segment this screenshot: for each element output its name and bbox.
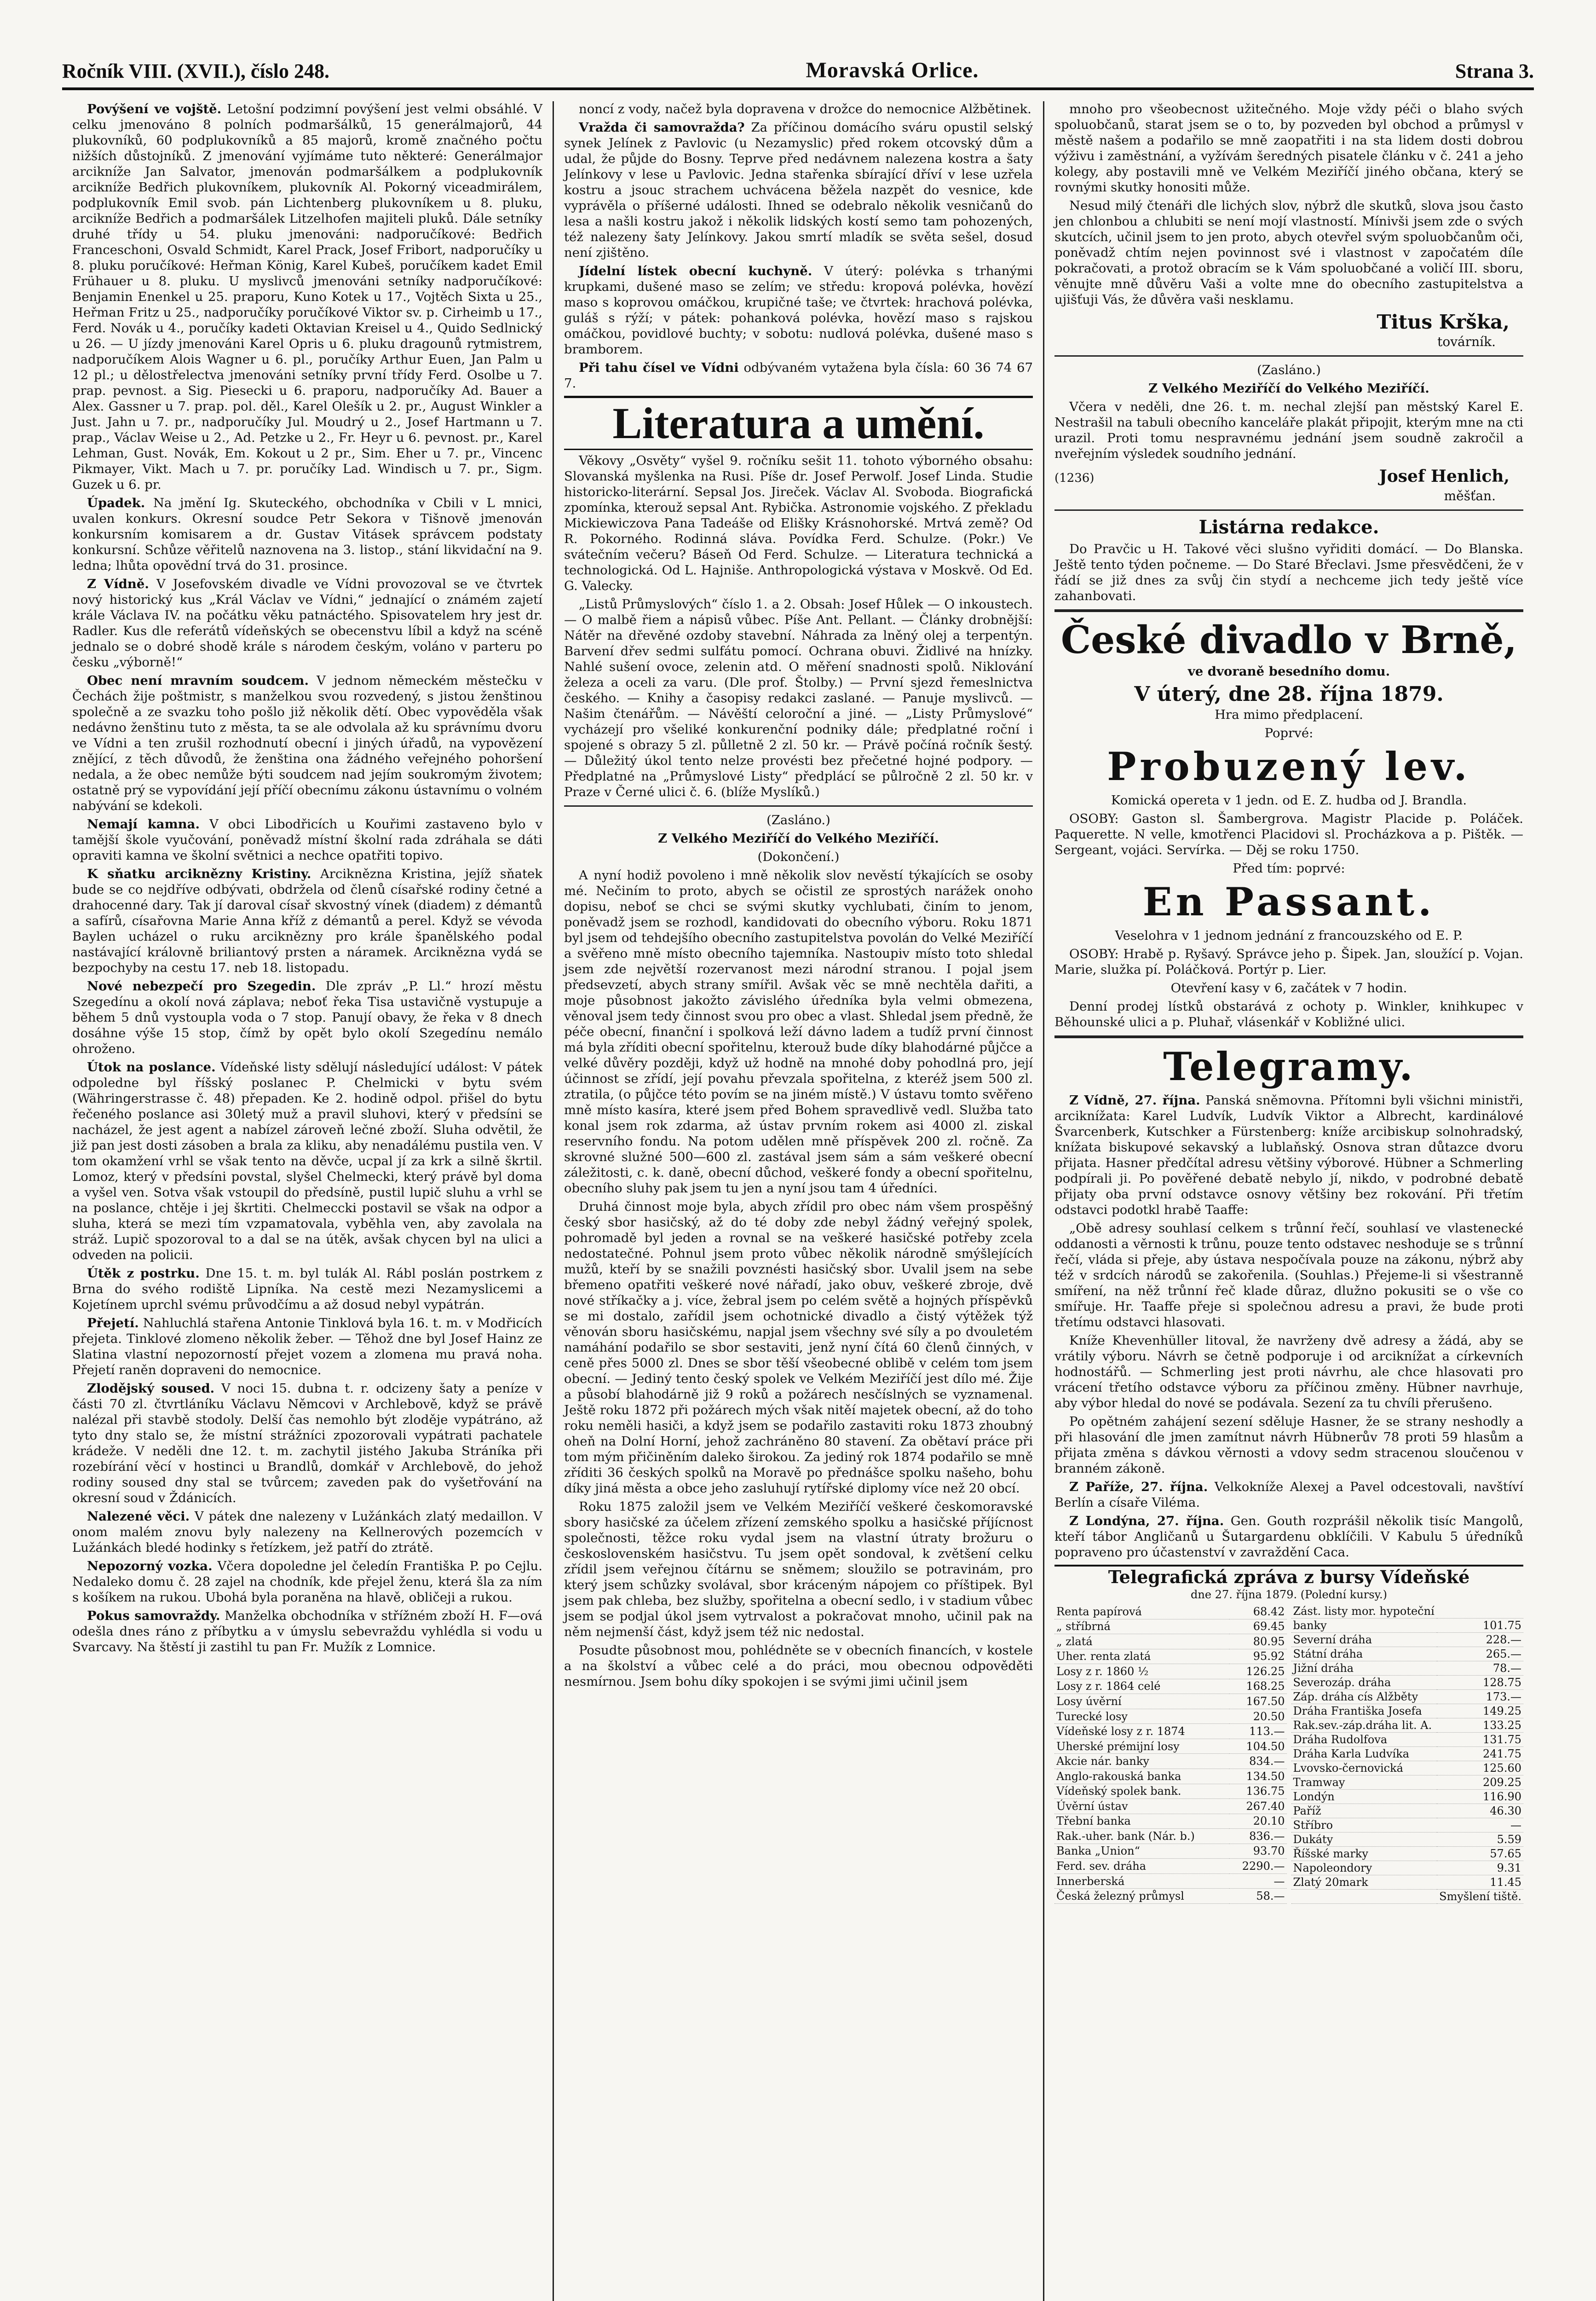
bourse-security: Zlatý 20mark — [1291, 1875, 1437, 1890]
bourse-security: Rak.-uher. bank (Nár. b.) — [1054, 1829, 1229, 1844]
bourse-price: — — [1229, 1873, 1286, 1889]
bourse-table-left — [1054, 1604, 1287, 1904]
ad-number: (1236) — [1054, 471, 1095, 485]
bourse-row — [1054, 1829, 1287, 1844]
bourse-row — [1054, 1739, 1287, 1754]
literature-section-title: Literatura a umění. — [564, 396, 1033, 450]
bourse-security: Tramway — [1291, 1775, 1437, 1790]
column-2 — [553, 101, 1043, 2301]
bourse-row — [1291, 1818, 1524, 1833]
column-3 — [1043, 101, 1533, 2301]
bourse-price — [1437, 1604, 1523, 1619]
news-item-headline: Z Paříže, 27. října. — [1069, 1480, 1208, 1494]
divider — [564, 805, 1033, 807]
bourse-security: Dukáty — [1291, 1833, 1437, 1847]
bourse-row — [1054, 1679, 1287, 1694]
bourse-security: Uher. renta zlatá — [1054, 1649, 1229, 1664]
bourse-security: Severozáp. dráha — [1291, 1676, 1437, 1690]
bourse-price: 80.95 — [1229, 1634, 1286, 1649]
news-item — [72, 816, 542, 863]
news-item — [564, 263, 1033, 357]
news-item — [72, 1381, 542, 1506]
news-item-headline: Z Vídně, 27. října. — [1069, 1093, 1200, 1108]
bourse-price: 2290.— — [1229, 1859, 1286, 1874]
bourse-security: Říšské marky — [1291, 1847, 1437, 1861]
news-item-headline: Nepozorný vozka. — [87, 1559, 213, 1573]
news-item — [72, 576, 542, 670]
article-paragraph: mnoho pro všeobecnost užitečného. Moje vždy péči o blaho svých spoluobčanů, starat jsem se o to, by pozveden byl obchod a průmysl v městě našem a podařilo se mně zaopatřiti i na sta lidem dosti dobrou výživu i zaměstnání, a vyžívám šeredných pisatele článku v č. 241 a jeho kolegy, aby postavili mně ve Velkém Meziříčí jiného občana, který se rovnými skutky honositi může. — [1054, 102, 1523, 195]
news-item — [564, 360, 1033, 391]
bourse-row — [1291, 1861, 1524, 1875]
zaslano-paragraph: Posudte působnost mou, pohlédněte se v obecních financích, v kostele a na školství a vůbec celé a do práci, mou obecnou odpověděti nesmírnou. Jsem bohu díky spokojen i se svými jimi učinil jsem — [564, 1643, 1033, 1689]
zaslano-title: Z Velkého Meziříčí do Velkého Meziříčí. — [1148, 381, 1429, 396]
signature-title: továrník. — [1437, 334, 1496, 349]
bourse-price: 134.50 — [1229, 1769, 1286, 1784]
bourse-row — [1054, 1709, 1287, 1724]
zaslano-label: (Zasláno.) — [1257, 363, 1321, 377]
bourse-row — [1054, 1619, 1287, 1634]
news-item-headline: Obec není mravním soudcem. — [87, 673, 309, 688]
news-item-text: Panská sněmovna. Přítomni byli všichni ministři, arciknížata: Karel Ludvík, Ludvík Viktor a Albrecht, kardinálové Švarcenberk, Kutschker a Fürstenberg: kníže arcibiskup solnohradský, knížata biskupové sekavský a lublaňský. Osnova stran důtazce dvoru přijata. Hasner předčítal adresu většiny výborové. Hübner a Schmerling podpírali ji. Po pověřené debatě nebylo jí, nikdo, v podrobné debatě přijaty oba první odstavce osnovy většiny bez rokování. Při třetím odstavci podotkl hrabě Taaffe: — [1054, 1093, 1523, 1217]
zaslano-body — [564, 867, 1033, 1689]
news-item-text: Včera dopoledne jel čeledín Františka P. po Cejlu. Nedaleko domu č. 28 zajel na chodník, kde přejel ženu, která šla za ním s košíkem na rukou. Ubohá byla poraněna na hlavě, obličeji a rukou. — [72, 1559, 542, 1605]
news-item — [72, 866, 542, 976]
news-item — [1054, 1479, 1523, 1510]
bourse-row — [1054, 1694, 1287, 1709]
bourse-price: 93.70 — [1229, 1844, 1286, 1859]
news-item — [564, 120, 1033, 260]
news-item-text: Dle zpráv „P. Ll.“ hrozí městu Szegedínu a okolí nová záplava; neboť řeka Tisa ustavičně vystupuje a během 5 dnů vystoupla voda o 7 stop. Panují obavy, že řeka v 8 dnech dosáhne výše 15 stop, čímž by opět bylo okolí Szegedínu nemálo ohroženo. — [72, 979, 542, 1056]
bourse-price: — — [1437, 1818, 1523, 1833]
column-2-news — [564, 101, 1033, 391]
bourse-security: Rak.sev.-záp.dráha lit. A. — [1291, 1718, 1437, 1733]
bourse-security: Severní dráha — [1291, 1633, 1437, 1647]
news-item-text: Na jmění Ig. Skuteckého, obchodníka v Cbili v L mnici, uvalen konkurs. Okresní soudce Petr Sekora v Tišnově jmenován konkursním komisarem a dr. Gustav Vitásek správcem podstaty konkursní. Schůze věřitelů naznovena na 3. listop., stání likvidační na 9. ledna; lhůta opovědní trvá do 31. prosince. — [72, 496, 542, 573]
bourse-row — [1054, 1769, 1287, 1784]
divider — [1054, 355, 1523, 357]
literature-paragraph: Věkovy „Osvěty“ vyšel 9. ročníku sešit 11. tohoto výborného obsahu: Slovanská myšlenka na Rusi. Píše dr. Josef Perwolf. Josef Linda. Studie historicko-literární. Sepsal Jos. Jireček. Václav Al. Svoboda. Biografická zpomínka, kterouž sepsal Ant. Rybička. Astronomie vojského. Z překladu Mickiewiczova Pana Tadeáše od Elišky Krásnohorské. Mrtvá země? Od R. Pokorného. Rodinná sláva. Povídka Ferd. Schulze. (Pokr.) Ve svátečním večeru? Báseň Od Ferd. Schulze. — Literatura technická a technologická. Od L. Hajniše. Anthropologická výstava v Moskvě. Od Ed. G. Valecky. — [564, 453, 1033, 593]
theatre-before-label: Před tím: poprvé: — [1233, 861, 1345, 876]
bourse-row — [1291, 1647, 1524, 1661]
page-number: Strana 3. — [1455, 60, 1534, 82]
bourse-row — [1291, 1704, 1524, 1718]
news-item — [72, 1558, 542, 1605]
bourse-row — [1291, 1790, 1524, 1804]
news-item-text: V noci 15. dubna t. r. odcizeny šaty a peníze v části 70 zl. čtvrtláníku Václavu Němcovi v Archlebově, když se právě nalézal při stavbě stodoly. Delší čas nemohlo být zloděje vypátráno, až tyto dny stalo se, že místní strážníci zpozorovali vypátrati pachatele krádeže. V neděli dne 12. t. m. zachytil jistého Jakuba Stráníka při rozebírání věcí v hostinci u Brandlů, domkář v Archlebově, do jehož rodiny soused dny stal se tvůrcem; zaveden pak do vyšetřování na okresní soud v Ždánicích. — [72, 1381, 543, 1505]
bourse-row — [1291, 1604, 1524, 1619]
bourse-price: 5.59 — [1437, 1833, 1523, 1847]
news-item-text: Dne 15. t. m. byl tulák Al. Rábl poslán postrkem z Brna do svého rodiště Lipníka. Na cestě mezi Nezamyslicemi a Kojetínem uprchl svému průvodčímu a až dosud nebyl vypátrán. — [72, 1266, 542, 1312]
news-item-text: Manželka obchodníka v střížném zboží H. F—ová odešla dnes ráno z příbytku a v úmyslu sebevraždu vyhlédla si vodu u Svarcavy. Na štěstí ji zastihl tu pan Fr. Mužík z Lomnice. — [72, 1608, 543, 1654]
bourse-price: 104.50 — [1229, 1739, 1286, 1754]
bourse-row — [1291, 1690, 1524, 1704]
bourse-security: Turecké losy — [1054, 1709, 1229, 1724]
columns — [62, 101, 1534, 2301]
bourse-security: Innerberská — [1054, 1873, 1229, 1889]
bourse-security: Akcie nár. banky — [1054, 1754, 1229, 1769]
bourse-price: 209.25 — [1437, 1775, 1523, 1790]
bourse-security — [1291, 1890, 1437, 1904]
bourse-security: Paříž — [1291, 1804, 1437, 1818]
bourse-price: 265.— — [1437, 1647, 1523, 1661]
bourse-security: Napoleondory — [1291, 1861, 1437, 1875]
news-item-headline: Útok na poslance. — [87, 1060, 216, 1075]
news-item-text: V pátek dne nalezeny v Lužánkách zlatý medaillon. V onom malém znovu byly nalezeny na Kellnerových pozemcích v Lužánkách bledé hodinky s řetízkem, jež patří do ztrátě. — [72, 1509, 542, 1555]
bourse-security: Ferd. sev. dráha — [1054, 1859, 1229, 1874]
bourse-row — [1054, 1799, 1287, 1814]
news-item — [1054, 1093, 1523, 1218]
bourse-price: 267.40 — [1229, 1799, 1286, 1814]
bourse-tables — [1054, 1604, 1523, 1904]
news-item-headline: Pokus samovraždy. — [87, 1608, 220, 1623]
bourse-security: Losy z r. 1860 ½ — [1054, 1664, 1229, 1679]
zaslano-title: Z Velkého Meziříčí do Velkého Meziříčí. — [658, 831, 939, 846]
bourse-security: Renta papírová — [1054, 1604, 1229, 1619]
news-item-text: V úterý: polévka s trhanými krupkami, dušené maso se zelím; ve středu: kropová polévka, hovězí maso s koprovou omáčkou, krupičné taše; ve čtvrtek: hrachová polévka, guláš s rýží; v pátek: pohanková polévka, hovězí maso s rajskou omáčkou, povidlové buchty; v sobotu: nudlová polévka, dušené maso s bramborem. — [564, 264, 1033, 357]
news-item-text: Po opětném zahájení sezení sděluje Hasner, že se strany neshodly a při hlasování dle jmen zamítnut návrh Hübnerův 78 proti 59 hlasům a přijata změna s dávkou věrnosti a vdovy sedm stracenou sloučenou v branném zákoně. — [1054, 1414, 1523, 1476]
bourse-security: Zást. listy mor. hypoteční — [1291, 1604, 1437, 1619]
bourse-price: 9.31 — [1437, 1861, 1523, 1875]
bourse-price: 20.10 — [1229, 1814, 1286, 1829]
bourse-price: 167.50 — [1229, 1694, 1286, 1709]
news-item-headline: Úpadek. — [87, 496, 145, 510]
bourse-row — [1054, 1634, 1287, 1649]
news-item — [72, 1266, 542, 1312]
bourse-row — [1291, 1847, 1524, 1861]
bourse-security: Dráha Rudolfova — [1291, 1733, 1437, 1747]
news-item-headline: Útěk z postrku. — [87, 1266, 200, 1281]
bourse-row — [1291, 1875, 1524, 1890]
play-cast: OSOBY: Hrabě p. Ryšavý. Správce jeho p. Šipek. Jan, sloužící p. Vojan. Marie, služka pí. Poláčková. Portýr p. Lier. — [1054, 947, 1523, 977]
zaslano-paragraph: Druhá činnost moje byla, abych zřídil pro obec nám všem prospěšný český sbor hasičský, až do té doby zde nebyl žádný veřejný spolek, pohromadě byl jeden a rovnal se na veškeré hasičské potřeby zcela nedostatečné. Pohnul jsem proto vůbec několik národně smýšlejících mužů, kteří by se snažili povznésti hasičský sbor. Uvalil jsem na sebe břemeno opatřiti veškeré nové nářadí, jako obuv, veškeré zbroje, dvě nové stříkačky a j. více, žebral jsem po celém světě a hojných příspěvků se mi dostalo, zařídil jsem ochotnické divadlo a čistý výtěžek týž věnován sboru hasičskému, napjal jsem všechny své síly a po dvouletém namáhání podařilo se sbor sestaviti, jenž nyní čítá 60 členů činných, v ceně přes 5000 zl. Dnes se sbor těší všeobecné oblibě v celém tom jsem obecní. — Jediný tento český spolek ve Velkém Meziříčí jest dílo mé. Žije a působí blahodárně již 9 roků a požárech nesčíslných se vyznamenal. Ještě roku 1872 při požárech mých však nitěí majetek obecní, až do toho roku neměli hasiči, a když jsem se podařilo zastaviti roku 1873 zhoubný oheň na Dolní Horní, jehož zachráněno 80 stavení. Za obětaví práce při tom mým přičiněním daleko širokou. Za jediný rok 1874 podařilo se mně zříditi 36 českých spolků na Moravě po přednášce spolku našeho, bohu díky jiná města a obce jeho zasluhují rytířské diplomy více než 20 obcí. — [564, 1199, 1033, 1496]
news-item-text: Letošní podzimní povýšení jest velmi obsáhlé. V celku jmenováno 8 polních podmaršálků, 15 generálmajorů, 44 plukovníků, 60 podplukovníků a 85 majorů, kromě značného počtu nižších důstojníků. Z jmenování vyjímáme tuto některé: Generálmajor arcikníže Jan Salvator, jmenován podmaršálkem a podplukovník arcikníže Bedřich plukovníkem, plukovník Al. Pokorný viceadmirálem, podplukovník Emil svob. pán Lichtenberg plukovníkem u 8. pluku, arcikníže Bedřich a podmaršálek Litzelhofen majiteli pluků. Dále setníky druhé třídy u 54. pluku jmenováni: nadporučíkové: Bedřich Franceschoni, Osvald Schmidt, Karel Prack, Josef Fribort, nadporučíky u 8. pluku poručíkové: Heřman König, Karel Kubeš, poručíkem kadet Emil Frühauer u 8. pluku. U myslivců jmenováni setníky nadporučíkové: Benjamin Enenkel u 25. praporu, Kuno Kotek u 17., Vojtěch Sixta u 25., Heřman Fritz u 25., nadporučíky poručíkové Viktor sv. p. Cirheimb u 17., Ferd. Novák u 4., poručíky kadeti Oktavian Kreisel u 4., Quido Sedlnický u 26. — U jízdy jmenováni Karel Opris u 6. pluku dragounů rytmistrem, nadporučíkem Alois Wagner u 6. pl., poručíky Arthur Euen, Jan Palm u 12 pl.; u dělostřelectva jmenováni setníky první třídy Ferd. Osolbe u 7. prap. pevnost. a Sig. Piesecki u 6. praporu, nadporučíky Ad. Bauer a Alex. Gassner u 7. prap. pol. děl., Karel Olešík u 2. pr., August Winkler a Just. Jahn u 7. pr., nadporučíky Jul. Moudrý u 2., Josef Hartmann u 7. prap., Václav Weise u 2., Ad. Petzke u 2., Fr. Heyr u 6. pevnost. pr., Karel Lehman, Gust. Novák, Em. Kokout u 2 pr., Sim. Eher u 7. pr., Vincenc Pikmayer, Vikt. Mach u 7. pr. poručíky Lad. Windisch u 7. pr., Sigm. Guzek u 6. pr. — [72, 102, 542, 492]
bourse-row — [1291, 1619, 1524, 1633]
news-item-text: Vídeňské listy sdělují následující událost: V pátek odpoledne byl říšský poslanec P. Chelmicki v bytu svém (Währingerstrasse č. 48) přepaden. Ke 2. hodině odpol. přišel do bytu řečeného poslance asi 30letý muž a pravil sluhovi, který v předsíni se nacházel, že jest agent a nabízel zároveň lečné zboží. Sluha odvětil, že již pan jest dosti zásoben a brala za kliku, aby nenadálému pustila ven. V tom okamžení vrhl se však tento na děvče, ucpal jí za krk a silně škrtil. Lomoz, který v předsíni povstal, slyšel Chelmecki, který právě byl doma a vyšel ven. Sotva však vstoupil do předsíně, pustil lupič sluhu a vrhl se na poslance, chtěje i jej škrtiti. Chelmeccki postavil se však na odpor a sluha, která se mezi tím vzpamatovala, vyběhla ven, aby zavolala na stráž. Lupič spozoroval to a dal se na útěk, avšak chycen byl na ulici a odveden na policii. — [72, 1060, 542, 1262]
bourse-price: 126.25 — [1229, 1664, 1286, 1679]
news-item — [1054, 1414, 1523, 1476]
news-item-text: Za příčinou domácího sváru opustil selský synek Jelínek z Pavlovic (u Nezamyslic) před rokem otcovský dům a udal, že půjde do Bosny. Teprve před nedávnem nalezena kostra a šaty Jelínkovy v lese u Pavlovic. Jedna stařenka sbírající dříví v lese uzřela kostru a jsouc strachem uchvácena běžela nazpět do vesnice, kde vyprávěla o příšerné události. Ihned se odebralo několik vesničanů do lesa a našli kostru jakož i několik lidských kostí semo tam pohozených, též nalezeny šaty Jelínkovy. Jakou smrtí mladík se světa sešel, dosud není zjištěno. — [564, 120, 1033, 260]
bourse-price: 58.— — [1229, 1889, 1286, 1904]
bourse-row — [1054, 1784, 1287, 1799]
bourse-price: 173.— — [1437, 1690, 1523, 1704]
news-item-text: V Josefovském divadle ve Vídni provozoval se ve čtvrtek nový historický kus „Král Václav ve Vídni,“ jednající o známém zajetí krále Václava IV. na počátku věku patnáctého. Spisovatelem hry jest dr. Radler. Kus dle referátů vídeňských se obecenstvu líbil a když na scéně jednalo se o dobré shodě krále s národem českým, voláno v parteru po česku „výborně!“ — [72, 577, 542, 670]
bourse-row — [1291, 1890, 1524, 1904]
bourse-security: Česká železný průmysl — [1054, 1889, 1229, 1904]
news-item-headline: Nalezené věci. — [87, 1509, 190, 1524]
bourse-row — [1291, 1733, 1524, 1747]
zaslano-paragraph: Roku 1875 založil jsem ve Velkém Meziříčí veškeré českomoravské sbory hasičské za účelem zřízení zemského spolku a hasičské příjícnost společnosti, těžce roku vydal jsem na vlastní útraty brožuru o československém hasičstvu. Tu jsem opět sondoval, k zvětšení celku zřídil jsem veřejnou čítárnu se sněmem; sloužilo se potravinám, pro který jsem schůzky svolával, sbor kráceným nápojem co příštipek. Byl jsem pak chleba, bez služby, spořitelna a obecní sedlo, i v stadium vůbec jsem se podjal úkol jsem vytrvalost a pokračovat mnoho, učinil pak na něm nejmenší část, když jsem též nic nedostal. — [564, 1499, 1033, 1639]
bourse-price: 136.75 — [1229, 1784, 1286, 1799]
bourse-row — [1291, 1833, 1524, 1847]
masthead — [62, 51, 1534, 90]
bourse-security: „ zlatá — [1054, 1634, 1229, 1649]
bourse-row — [1291, 1676, 1524, 1690]
news-item — [1054, 1220, 1523, 1330]
bourse-title: Telegrafická zpráva z bursy Vídeňské — [1054, 1565, 1523, 1588]
bourse-security: Státní dráha — [1291, 1647, 1437, 1661]
bourse-price: 101.75 — [1437, 1619, 1523, 1633]
news-item — [72, 1509, 542, 1555]
bourse-price: 228.— — [1437, 1633, 1523, 1647]
bourse-row — [1291, 1747, 1524, 1761]
bourse-security: Vídeňský spolek bank. — [1054, 1784, 1229, 1799]
bourse-price: 113.— — [1229, 1724, 1286, 1739]
bourse-row — [1054, 1814, 1287, 1829]
column-1 — [62, 101, 553, 2301]
zaslano-label: (Zasláno.) — [766, 813, 830, 827]
play-title: En Passant. — [1142, 879, 1435, 925]
bourse-row — [1054, 1873, 1287, 1889]
article-paragraph: Nesud milý čtenáři dle lichých slov, nýbrž dle skutků, slova jsou často jen chlonbou a chlubiti se není mojí vlastností. Mínivši jsem zde o svých skutcích, učinil jsem to jen proto, abych otevřel svým spoluobčanům oči, poněvadž chtím nejen povinnost své i vlastnost v započatém díle pokračovati, a protož obracím se k Vám spoluobčané a voličí III. sboru, věnujte mně důvěru Vaši a volte mne do obecního zastupitelstva a ujišťuji Vás, že důvěra vaši nesklamu. — [1054, 198, 1523, 307]
bourse-price: 116.90 — [1437, 1790, 1523, 1804]
news-item — [1054, 1513, 1523, 1560]
editorial-mailbox-text: Do Pravčic u H. Takové věci slušno vyřiditi domácí. — Do Blanska. Ještě tento týden počneme. — Do Staré Břeclavi. Jsme přesvědčeni, že v řádí se již dnes za svůj čin stydí a nechceme jich tedy ještě více zahanbovati. — [1054, 542, 1523, 603]
bourse-row — [1291, 1761, 1524, 1775]
newspaper-title: Moravská Orlice. — [806, 58, 979, 82]
news-item-headline: Z Vídně. — [87, 577, 149, 591]
bourse-price: 95.92 — [1229, 1649, 1286, 1664]
bourse-price: 128.75 — [1437, 1676, 1523, 1690]
news-item-text: Gen. Gouth rozprášil několik tisíc Mangolů, kteří tábor Angličanů u Šutargardenu obklíčili. V Kabulu 5 úředníků popraveno pro účastenství v zavraždění Caca. — [1054, 1514, 1523, 1560]
news-item-headline: Povýšení ve vojště. — [87, 102, 222, 116]
bourse-row — [1291, 1633, 1524, 1647]
news-item-text: odbývaném vytažena byla čísla: 60 36 74 67 7. — [564, 360, 1033, 391]
divider — [1054, 1035, 1523, 1038]
signature-name: Josef Henlich, — [1379, 467, 1510, 486]
editorial-mailbox-title: Listárna redakce. — [1198, 516, 1379, 538]
news-item — [72, 1059, 542, 1263]
news-item — [564, 101, 1033, 117]
theatre-date: V úterý, dne 28. října 1879. — [1134, 682, 1444, 706]
news-item-headline: Z Londýna, 27. října. — [1069, 1514, 1224, 1528]
bourse-row — [1054, 1754, 1287, 1769]
bourse-row — [1054, 1604, 1287, 1619]
issue-number: Ročník VIII. (XVII.), číslo 248. — [62, 60, 330, 82]
theatre-open-time: Otevření kasy v 6, začátek v 7 hodin. — [1170, 981, 1407, 995]
bourse-security: Úvěrní ústav — [1054, 1799, 1229, 1814]
theatre-title: České divadlo v Brně, — [1060, 618, 1517, 662]
play-description: Komická opereta v 1 jedn. od E. Z. hudba od J. Brandla. — [1111, 793, 1467, 808]
news-item-headline: Vražda či samovražda? — [579, 120, 745, 135]
bourse-price: 241.75 — [1437, 1747, 1523, 1761]
news-item-text: „Obě adresy souhlasí celkem s trůnní řečí, souhlasí ve vlastenecké oddanosti a věrnosti k trůnu, pouze tento odstavec neshoduje se s trůnní řečí, vláda si přeje, aby ústava nespočívala pouze na zákonu, nýbrž aby též v srdcích národů se zakořenila. (Souhlas.) Přejeme-li si všestranně smíření, na něž trůnní řeč klade důraz, dlužno pokusiti se o vše co smířuje. Hr. Taaffe přeje si společnou adresu a pravi, že bude proti třetímu odstavci hlasovati. — [1054, 1221, 1523, 1330]
theatre-note: Hra mimo předplacení. — [1215, 707, 1363, 722]
telegrams-title: Telegramy. — [1163, 1044, 1415, 1089]
bourse-security: banky — [1291, 1619, 1437, 1633]
zaslano-subtitle: (Dokončení.) — [757, 850, 840, 864]
bourse-price: 836.— — [1229, 1829, 1286, 1844]
news-item-text: V obci Libodřicích u Kouřimi zastaveno bylo v tamější škole vyučování, poněvadž místní školní rada zdráhala se dáti opraviti kamna ve školní světnici a nechce opatřiti topivo. — [72, 817, 542, 863]
bourse-row — [1054, 1664, 1287, 1679]
divider — [1054, 509, 1523, 511]
news-item — [72, 1315, 542, 1378]
news-item-headline: Nové nebezpečí pro Szegedin. — [87, 979, 316, 994]
bourse-price: 125.60 — [1437, 1761, 1523, 1775]
bourse-price: 11.45 — [1437, 1875, 1523, 1890]
bourse-security: Třební banka — [1054, 1814, 1229, 1829]
news-item — [72, 673, 542, 814]
bourse-security: Dráha Karla Ludvíka — [1291, 1747, 1437, 1761]
theatre-tickets: Denní prodej lístků obstarává z ochoty p. Winkler, knihkupec v Běhounské ulici a p. Pluhař, vlásenkář v Kobližné ulici. — [1054, 999, 1523, 1029]
news-item — [72, 978, 542, 1057]
bourse-price: 20.50 — [1229, 1709, 1286, 1724]
bourse-date: dne 27. října 1879. (Polední kursy.) — [1191, 1588, 1387, 1601]
zaslano-text: Včera v neděli, dne 26. t. m. nechal zlejší pan městský Karel E. Nestrašil na tabuli obecního kanceláře plakát připojit, kterým mne na cti urazil. Proti tomu nespravnému jednání jsem soudně zakročil a nveřejním výsledek soudního jednání. — [1054, 399, 1523, 461]
bourse-price: 68.42 — [1229, 1604, 1286, 1619]
bourse-row — [1054, 1649, 1287, 1664]
bourse-row — [1054, 1859, 1287, 1874]
bourse-price: 133.25 — [1437, 1718, 1523, 1733]
news-item-text: Velkokníže Alexej a Pavel odcestovali, navštíví Berlín a císaře Viléma. — [1054, 1480, 1524, 1510]
theatre-premiere-label: Poprvé: — [1264, 726, 1314, 740]
signature-name: Titus Krška, — [1377, 311, 1510, 333]
news-item-text: Arciknězna Kristina, jejíž sňatek bude se co nejdříve odbývati, obdržela od členů císařské rodiny četné a drahocenné dary. Tak jí daroval císař skvostný vínek (diadem) z démantů a safírů, císařovna Marie Anna kříž z démantů a perel. Když se vévoda Baylen ucházel o ruku arciknězny pro krále španělského podal nastávající královně briliantový prsten a náramek. Arciknězna vydá se bezpochyby na cestu 17. neb 18. listopadu. — [72, 867, 542, 975]
bourse-row — [1054, 1889, 1287, 1904]
bourse-security: Jižní dráha — [1291, 1661, 1437, 1676]
literature-paragraph: „Listů Průmyslových“ číslo 1. a 2. Obsah: Josef Hůlek — O inkoustech. — O malbě řiem a nápisů vůbec. Píše Ant. Pellant. — Články drobnější: Nátěr na dřevěné ozdoby stavební. Náhrada za lněný olej a terpentýn. Barvení dřev sedmi sulfátu pomocí. Ochrana obuvi. Židlivé na hnízky. Nahlé sušení ovoce, zelenin atd. O měření snadnosti spolů. Niklování železa a oceli za varu. (Dle prof. Štolby.) — První sjezd řemeslnictva českého. — Knihy a časopisy redakci zaslané. — Panuje myslivců. — Našim čtenářům. — Návěští celoroční a jiné. — „Listy Průmyslové“ vycházejí pro všeliké konkurenční podniky dále; předplatné roční i spojené s obrazy 5 zl. půlletně 2 zl. 50 kr. — Právě počíná ročník šestý. — Důležitý úkol tento nelze provésti bez přečetné hojné podpory. — Předplatné na „Průmyslové Listy“ předplácí se půlročně 2 zl. 50 kr. v Praze v Černé ulici č. 6. (blíže Myslíků.) — [564, 597, 1033, 799]
news-item-text: noncí z vody, načež byla dopravena v drožce do nemocnice Alžbětinek. — [579, 102, 1031, 116]
bourse-price: 149.25 — [1437, 1704, 1523, 1718]
zaslano-footer — [1054, 464, 1523, 488]
news-item — [72, 1608, 542, 1655]
news-item — [72, 495, 542, 573]
bourse-security: Vídeňské losy z r. 1874 — [1054, 1724, 1229, 1739]
theatre-venue: ve dvoraně besedního domu. — [1187, 664, 1390, 679]
bourse-price: 131.75 — [1437, 1733, 1523, 1747]
news-item-headline: Nemají kamna. — [87, 817, 200, 832]
bourse-row — [1291, 1661, 1524, 1676]
bourse-security: Záp. dráha cís Alžběty — [1291, 1690, 1437, 1704]
bourse-security: Losy úvěrní — [1054, 1694, 1229, 1709]
news-item — [1054, 1333, 1523, 1411]
bourse-row — [1054, 1724, 1287, 1739]
divider — [1054, 609, 1523, 612]
news-item-text: V jednom německém městečku v Čechách žije poštmistr, s manželkou svou rozvedený, s jistou ženštinou společně a ze svazku toho pošlo již několik dětí. Obec vypověděla však nedávno ženštinu tuto z města, ta se ale odvolala až ku správnímu dvoru ve Vídni a ten zrušil rozhodnutí obecní i jiných úřadů, na vypovězení znějící, z těch důvodů, že ženština ona žádného veřejného pohoršení nedala, a že obec nemůže býti soudcem nad jejím soukromým životem; ostatně prý se vypovídání její příčí obecnímu zákonu ústavnímu o volném nabývání se kdekoli. — [72, 673, 542, 813]
bourse-security: Stříbro — [1291, 1818, 1437, 1833]
zaslano-paragraph: A nyní hodiž povoleno i mně několik slov nevěstí týkajících se osoby mé. Nečiním to proto, abych se očistil ze sprostých narážek onoho dopisu, neboť se chci se svými skutky vychlubati, činím to jenom, poněvadž jsem se rozhodl, kandidovati do obecního výboru. Roku 1871 byl jsem od tehdejšího obecního zastupitelstva povolán do Velké Meziříčí a svěřeno mně místo obecního tajemníka. Nastoupiv místo toto shledal jsem zde největší rozervanost mezi národní stranou. I pojal jsem předsevzetí, abych strany smířil. Avšak věc se mně nechtěla dařiti, a moje působnost jakožto závislého úředníka byla velmi obmezena, věnoval jsem tedy činnost svou pro obec a vlast. Shledal jsem předně, že péče obecní, finanční i spolková leží dávno ladem a tudíž první činnost má byla zříditi obecní spořitelnu, kterouž bude díky blahodárné půjčce a velké důvěry později, když už hodně na mnohé doby pohodlná pro, její účinnost se zřídí, její povahu převzala spořitelna, z kteréž jsem 500 zl. ztratila, (o půjčce této povím se na jiném místě.) V ústavu tomto svěřeno mně místo kasíra, které jsem před Bohem spravedlivě vedl. Služba tato konal jsem rok zdarma, až ústav prvním rokem asi 4000 zl. ziskal reservního fondu. Na potom udělen mně příspěvek 200 zl. ročně. Za skrovné služné 500—600 zl. zastával jsem sám a sám veškeré obecní záležitosti, c. k. daně, obecní důchod, veškeré fondy a obecní spořitelnu, obecního sluhy pak jsem tu jen a nyní jsou tam 4 úředníci. — [564, 868, 1033, 1196]
bourse-price: 57.65 — [1437, 1847, 1523, 1861]
bourse-price: 168.25 — [1229, 1679, 1286, 1694]
bourse-security: Losy z r. 1864 celé — [1054, 1679, 1229, 1694]
bourse-row — [1291, 1718, 1524, 1733]
bourse-security: Uherské prémijní losy — [1054, 1739, 1229, 1754]
bourse-security: Banka „Union“ — [1054, 1844, 1229, 1859]
bourse-price: 46.30 — [1437, 1804, 1523, 1818]
bourse-security: „ stříbrná — [1054, 1619, 1229, 1634]
play-cast: OSOBY: Gaston sl. Šambergrova. Magistr Placide p. Poláček. Paquerette. N velle, kmotřenci Placidovi sl. Procházkova a p. Pištěk. — Sergeant, vojáci. Servírka. — Děj se roku 1750. — [1054, 811, 1523, 857]
play-title: Probuzený lev. — [1107, 744, 1471, 789]
news-item-headline: Při tahu čísel ve Vídni — [579, 360, 739, 375]
news-item-text: Nahluchlá stařena Antonie Tinklová byla 16. t. m. v Modřicích přejeta. Tinklové zlomeno několik žeber. — Těhož dne byl Josef Hainz ze Slatina vlastní nepozorností přejet vozem a zlomena mu pravá noha. Přejetí raněn dopraveni do nemocnice. — [72, 1316, 542, 1377]
news-item-headline: Zlodějský soused. — [87, 1381, 215, 1396]
bourse-row — [1054, 1844, 1287, 1859]
bourse-row — [1291, 1804, 1524, 1818]
bourse-security: Lvovsko-černovická — [1291, 1761, 1437, 1775]
news-item-headline: Přejetí. — [87, 1316, 139, 1330]
bourse-security: Londýn — [1291, 1790, 1437, 1804]
bourse-row — [1291, 1775, 1524, 1790]
bourse-price: 834.— — [1229, 1754, 1286, 1769]
bourse-price: 69.45 — [1229, 1619, 1286, 1634]
play-description: Veselohra v 1 jednom jednání z francouzského od E. P. — [1115, 928, 1463, 943]
signature-title: měšťan. — [1444, 488, 1496, 503]
news-item-text: Kníže Khevenhüller litoval, že navrženy dvě adresy a žádá, aby se vrátily výboru. Návrh se četně podporuje i od arciknížat a církevních hodnostářů. — Schmerling jest proti návrhu, ale chce hlasovati pro vrácení třetího odstavce výboru za příčinou změny. Hübner navrhuje, aby výbor hledal do nové se podávala. Sezení za tu chvíli přerušeno. — [1054, 1333, 1523, 1411]
news-item-headline: K sňatku arciknězny Kristiny. — [87, 867, 311, 881]
telegrams-list — [1054, 1093, 1523, 1560]
bourse-price: 78.— — [1437, 1661, 1523, 1676]
bourse-security: Dráha Františka Josefa — [1291, 1704, 1437, 1718]
bourse-price: Smyšlení tiště. — [1437, 1890, 1523, 1904]
news-item — [72, 101, 542, 492]
news-item-headline: Jídelní lístek obecní kuchyně. — [579, 264, 812, 278]
bourse-table-right — [1291, 1604, 1524, 1904]
bourse-security: Anglo-rakouská banka — [1054, 1769, 1229, 1784]
